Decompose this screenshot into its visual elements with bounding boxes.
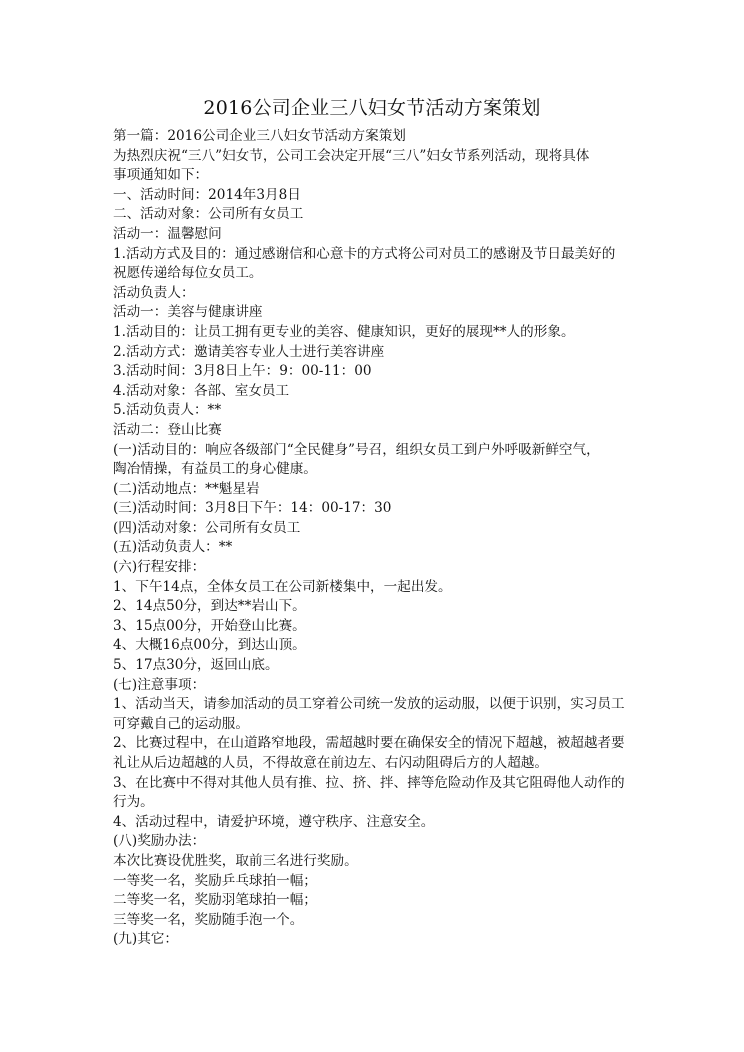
document-line: (八)奖励办法： (113, 833, 206, 850)
document-line: (二)活动地点：**魁星岩 (113, 480, 260, 497)
document-line: 3、在比赛中不得对其他人员有推、拉、挤、拌、摔等危险动作及其它阻碍他人动作的 (113, 774, 625, 791)
document-line: (九)其它： (113, 931, 178, 948)
document-line: 事项通知如下： (113, 167, 209, 184)
document-line: 1.活动方式及目的：通过感谢信和心意卡的方式将公司对员工的感谢及节日最美好的 (113, 245, 616, 262)
document-line: 三等奖一名，奖励随手泡一个。 (113, 911, 304, 928)
document-line: 礼让从后边超越的人员，不得故意在前边左、右闪动阻碍后方的人超越。 (113, 755, 548, 771)
document-line: 活动负责人： (113, 284, 195, 301)
document-line: 二等奖一名，奖励羽笔球拍一幅； (113, 892, 317, 909)
document-line: (一)活动目的：响应各级部门“全民健身”号召，组织女员工到户外呼吸新鲜空气， (113, 441, 600, 458)
document-body (113, 127, 633, 950)
document-line: 3、15点00分，开始登山比赛。 (113, 617, 306, 634)
document-line: 祝愿传递给每位女员工。 (113, 265, 263, 282)
document-line: 第一篇：2016公司企业三八妇女节活动方案策划 (113, 128, 406, 144)
document-line: (四)活动对象：公司所有女员工 (113, 519, 301, 536)
document-line: 1.活动目的：让员工拥有更专业的美容、健康知识，更好的展现**人的形象。 (113, 323, 575, 340)
document-line: 3.活动时间：3月8日上午：9：00-11：00 (113, 363, 372, 380)
document-line: 陶冶情操，有益员工的身心健康。 (113, 461, 317, 478)
document-line: 活动二：登山比赛 (113, 421, 222, 438)
document-line: 1、活动当天，请参加活动的员工穿着公司统一发放的运动服，以便于识别，实习员工 (113, 696, 625, 713)
document-line: 活动一：美容与健康讲座 (113, 304, 263, 321)
document-line: 1、下午14点，全体女员工在公司新楼集中，一起出发。 (113, 578, 452, 595)
document-line: 活动一：温馨慰问 (113, 225, 222, 242)
document-line: (五)活动负责人：** (113, 539, 233, 556)
document-line: 4、活动过程中，请爱护环境，遵守秩序、注意安全。 (113, 813, 435, 830)
document-title: 2016公司企业三八妇女节活动方案策划 (203, 97, 541, 119)
document-line: 5、17点30分，返回山底。 (113, 657, 279, 674)
document-line: 可穿戴自己的运动服。 (113, 715, 249, 732)
document-line: 2、14点50分，到达**岩山下。 (113, 598, 306, 615)
document-line: 2、比赛过程中，在山道路窄地段，需超越时要在确保安全的情况下超越，被超越者要 (113, 735, 625, 752)
document-line: 一等奖一名，奖励乒乓球拍一幅； (113, 872, 317, 889)
document-line: 为热烈庆祝“三八”妇女节，公司工会决定开展“三八”妇女节系列活动，现将具体 (113, 147, 590, 164)
document-line: (七)注意事项： (113, 676, 206, 693)
document-line: (六)行程安排： (113, 559, 206, 576)
document-line: 二、活动对象：公司所有女员工 (113, 206, 304, 223)
document-line: 4.活动对象：各部、室女员工 (113, 382, 290, 399)
document-line: 行为。 (113, 794, 154, 811)
document-line: 一、活动时间：2014年3月8日 (113, 186, 301, 203)
document-line: 本次比赛设优胜奖，取前三名进行奖励。 (113, 852, 358, 869)
document-line: 2.活动方式：邀请美容专业人士进行美容讲座 (113, 343, 385, 360)
document-line: (三)活动时间：3月8日下午：14：00-17：30 (113, 500, 392, 517)
document-line: 4、大概16点00分，到达山顶。 (113, 637, 306, 654)
document-line: 5.活动负责人：** (113, 402, 222, 419)
